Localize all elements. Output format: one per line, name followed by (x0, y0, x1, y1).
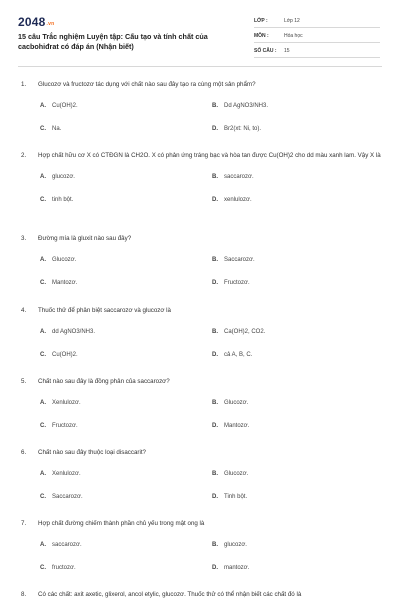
option-letter: B. (212, 103, 218, 109)
question-text: Hợp chất đường chiếm thành phần chủ yếu trong mật ong là (38, 520, 205, 527)
question-2 (18, 151, 382, 207)
option-text: Fructozơ. (52, 423, 78, 429)
meta-grade-label: LỚP : (254, 18, 268, 24)
option-grid (18, 529, 382, 575)
option-letter: B. (212, 542, 218, 548)
question-text: Có các chất: axit axetic, glixerol, ancol etylic, glucozơ. Thuốc thử có thể nhận biết các chất đó là (38, 591, 302, 598)
question-text: Thuốc thử để phân biệt saccarozơ và glucozơ là (38, 307, 171, 314)
question-5 (18, 377, 382, 433)
option-text: Glucozơ. (224, 400, 249, 406)
option-text: saccarozơ. (224, 174, 254, 180)
option-text: Glucozơ. (52, 257, 77, 263)
logo-text: 2048 (18, 15, 46, 29)
option-text: Glucozơ. (224, 471, 249, 477)
meta-grade (254, 15, 380, 28)
option-text: Dd AgNO3/NH3. (224, 103, 269, 109)
option-text: mantozơ. (224, 565, 250, 571)
option-letter: D. (212, 565, 218, 571)
question-number: 5. (21, 378, 27, 385)
question-text: Glucozơ và fructozơ tác dụng với chất nào sau đây tạo ra cùng một sản phẩm? (38, 81, 256, 88)
option-text: Na. (52, 126, 62, 132)
question-6 (18, 448, 382, 504)
meta-subject-value: Hóa học (284, 33, 303, 39)
option-text: Cu(OH)2. (52, 103, 78, 109)
option-letter: B. (212, 174, 218, 180)
question-text: Đường mía là gluxit nào sau đây? (38, 235, 132, 242)
meta-grade-value: Lớp 12 (284, 18, 300, 24)
option-text: xenlulozơ. (224, 197, 252, 203)
question-text: Hợp chất hữu cơ X có CTĐGN là CH2O. X có phản ứng tráng bạc và hòa tan được Cu(OH)2 cho dd màu xanh lam. Vậy X là (38, 152, 381, 159)
option-letter: B. (212, 257, 218, 263)
option-letter: D. (212, 280, 218, 286)
question-8 (18, 590, 382, 600)
site-logo[interactable] (18, 15, 54, 29)
option-grid (18, 90, 382, 136)
option-text: Xenlulozơ. (52, 400, 81, 406)
option-letter: D. (212, 126, 218, 132)
option-grid (18, 316, 382, 362)
question-text: Chất nào sau đây thuộc loại disaccarit? (38, 449, 147, 456)
option-letter: A. (40, 400, 46, 406)
option-letter: A. (40, 174, 46, 180)
option-grid (18, 161, 382, 207)
option-text: Br2(xt: Ni, to). (224, 126, 262, 132)
logo-suffix: .vn (46, 21, 55, 27)
question-number: 4. (21, 307, 27, 314)
option-text: glucozơ. (52, 174, 75, 180)
option-text: Cu(OH)2. (52, 352, 78, 358)
meta-subject (254, 30, 380, 43)
option-letter: D. (212, 494, 218, 500)
option-text: cả A, B, C. (224, 352, 253, 358)
question-number: 6. (21, 449, 27, 456)
option-text: tinh bột. (52, 197, 74, 203)
option-text: Saccarozơ. (224, 257, 255, 263)
question-number: 1. (21, 81, 27, 88)
meta-question-count (254, 45, 380, 58)
option-letter: C. (40, 280, 46, 286)
option-grid (18, 458, 382, 504)
meta-count-value: 15 (284, 48, 290, 54)
option-grid (18, 387, 382, 433)
option-text: Ca(OH)2, CO2. (224, 329, 266, 335)
question-number: 7. (21, 520, 27, 527)
option-letter: C. (40, 352, 46, 358)
question-number: 2. (21, 152, 27, 159)
option-letter: C. (40, 197, 46, 203)
option-text: Fructozơ. (224, 280, 250, 286)
option-letter: A. (40, 542, 46, 548)
option-text: Mantozơ. (52, 280, 78, 286)
option-letter: A. (40, 471, 46, 477)
option-text: Tinh bột. (224, 494, 248, 500)
meta-count-label: SỐ CÂU : (254, 48, 277, 54)
option-text: fructozơ. (52, 565, 76, 571)
question-number: 3. (21, 235, 27, 242)
option-letter: B. (212, 400, 218, 406)
option-text: dd AgNO3/NH3. (52, 329, 96, 335)
option-text: Xenlulozơ. (52, 471, 81, 477)
question-4 (18, 306, 382, 362)
option-letter: B. (212, 471, 218, 477)
option-letter: A. (40, 329, 46, 335)
option-letter: A. (40, 103, 46, 109)
header-divider (18, 66, 382, 67)
question-text: Chất nào sau đây là đồng phân của saccarozơ? (38, 378, 170, 385)
option-letter: D. (212, 197, 218, 203)
question-1 (18, 80, 382, 136)
question-7 (18, 519, 382, 575)
option-text: glucozơ. (224, 542, 247, 548)
option-text: saccarozơ. (52, 542, 82, 548)
option-letter: D. (212, 423, 218, 429)
option-grid (18, 244, 382, 290)
option-letter: C. (40, 565, 46, 571)
option-letter: D. (212, 352, 218, 358)
option-letter: B. (212, 329, 218, 335)
question-number: 8. (21, 591, 27, 598)
option-letter: A. (40, 257, 46, 263)
option-text: Mantozơ. (224, 423, 250, 429)
meta-subject-label: MÔN : (254, 33, 269, 39)
option-letter: C. (40, 423, 46, 429)
option-text: Saccarozơ. (52, 494, 83, 500)
option-letter: C. (40, 126, 46, 132)
option-letter: C. (40, 494, 46, 500)
page-title: 15 câu Trắc nghiệm Luyện tập: Cấu tạo và tính chất của cacbohiđrat có đáp án (Nhận biết) (18, 32, 208, 51)
question-3 (18, 234, 382, 290)
